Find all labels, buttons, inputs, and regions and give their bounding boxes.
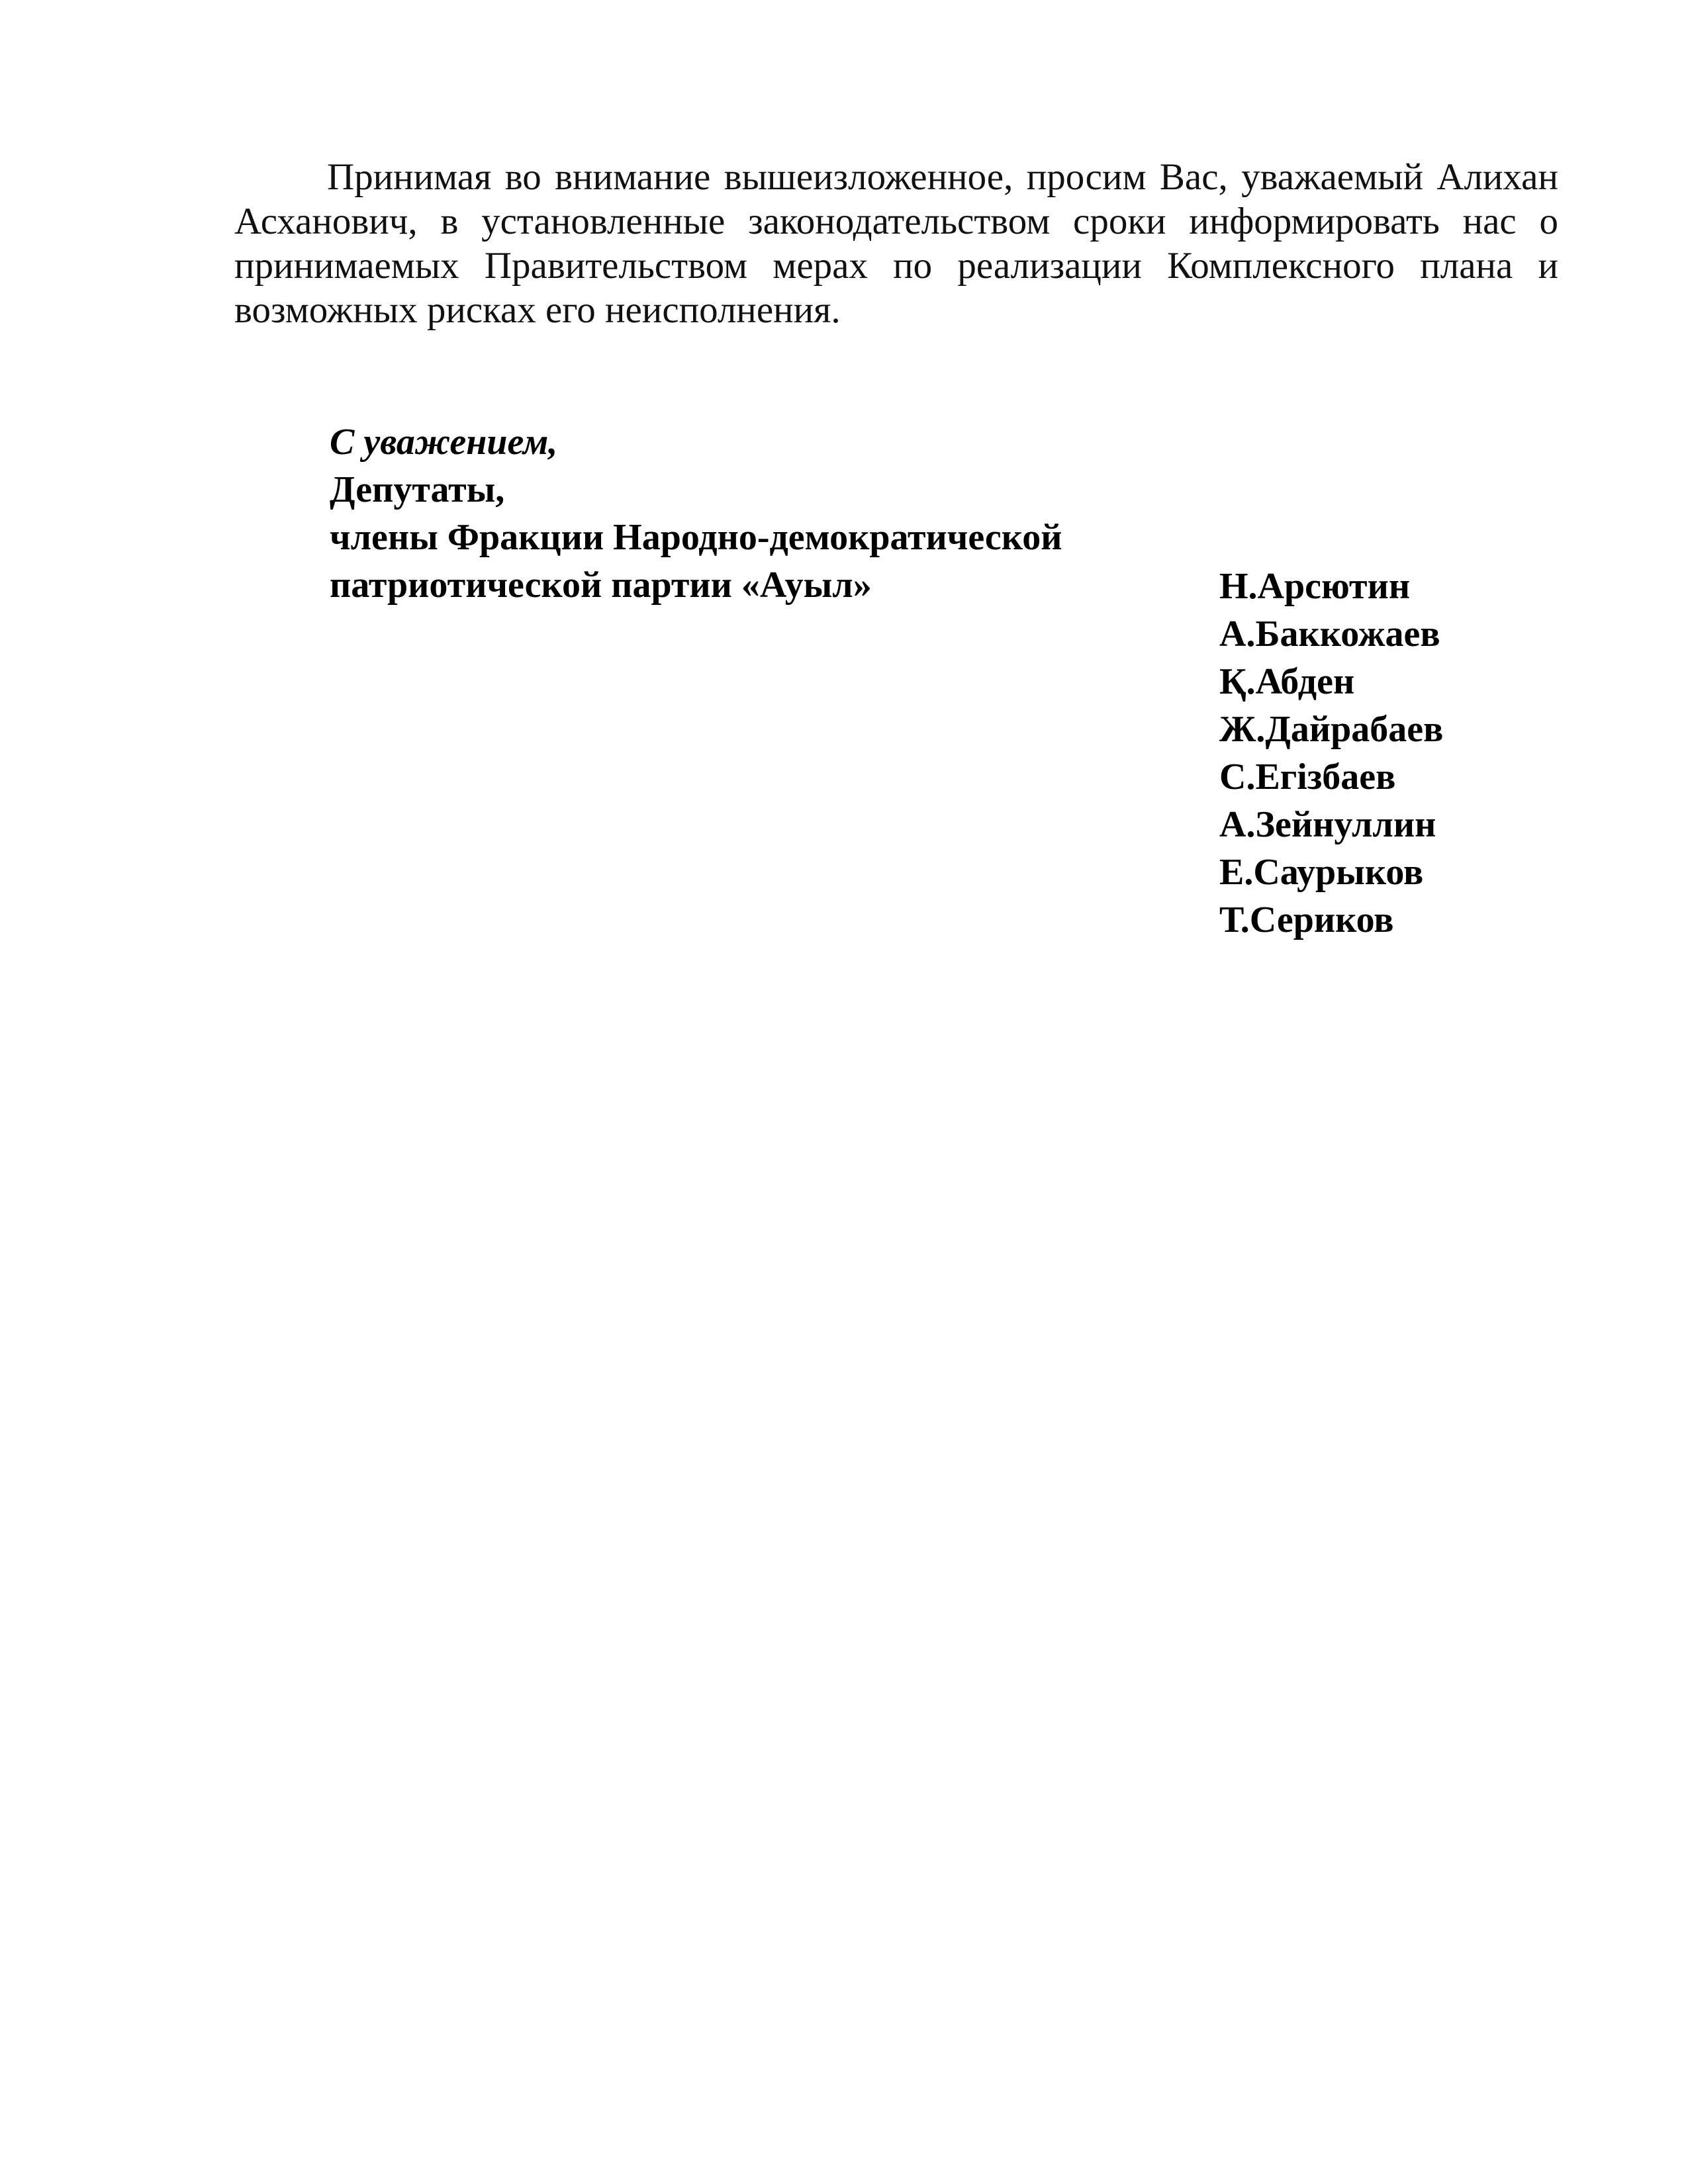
signatory-name: Н.Арсютин (1219, 566, 1411, 607)
signatory-name: Ж.Дайрабаев (1219, 709, 1444, 750)
signature-block (330, 418, 1190, 609)
signatory-name: Е.Саурыков (1219, 852, 1424, 893)
signatory-name: А.Баккожаев (1219, 614, 1440, 655)
signatory-title: Депутаты, (330, 469, 505, 510)
signatory-names-list (1219, 563, 1617, 944)
signatory-name: Қ.Абден (1219, 661, 1355, 702)
signatory-name: С.Егізбаев (1219, 756, 1396, 797)
signatory-name: А.Зейнуллин (1219, 804, 1436, 845)
body-paragraph: Принимая во внимание вышеизложенное, просим Вас, уважаемый Алихан Асханович, в установленные законодательством сроки информировать нас о принимаемых Правительством мерах по реализации Комплексного плана и возможных рисках его неисполнения. (234, 156, 1558, 331)
faction-name-line-1: члены Фракции Народно-демократической (330, 517, 1062, 558)
signatory-name: Т.Сериков (1219, 899, 1394, 940)
closing-greeting: С уважением, (330, 422, 558, 463)
faction-name-line-2: патриотической партии «Ауыл» (330, 565, 872, 606)
